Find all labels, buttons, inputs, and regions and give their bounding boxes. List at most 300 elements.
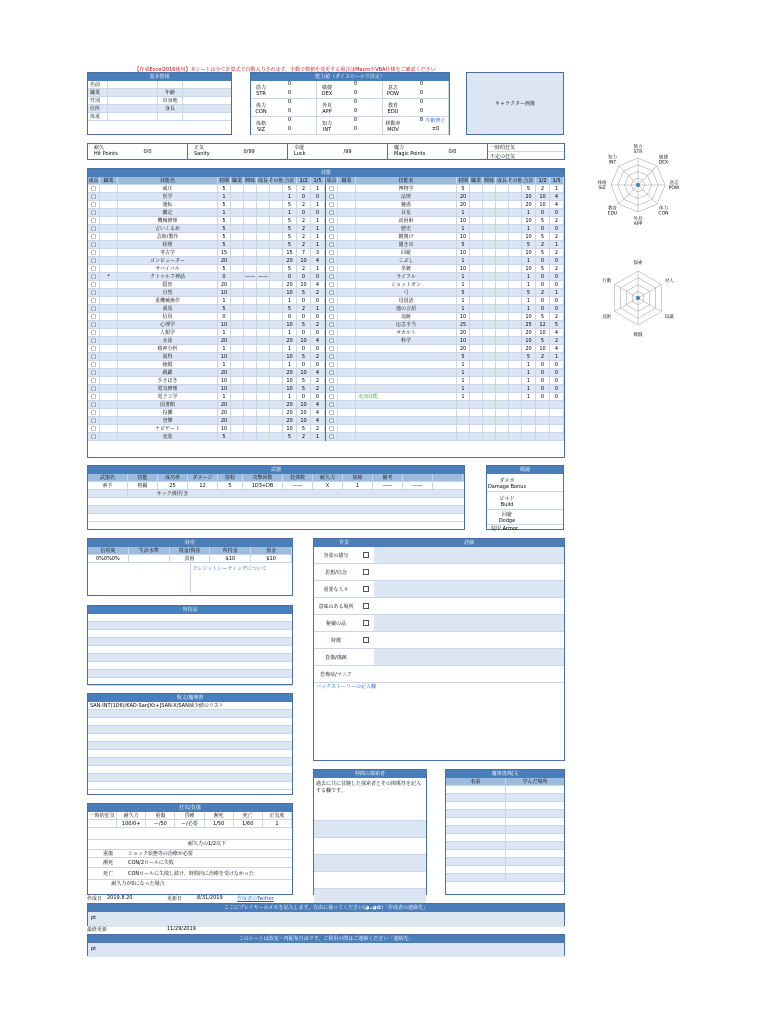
memo-line-2[interactable]: pt	[88, 943, 564, 957]
spell-row[interactable]	[88, 774, 292, 782]
skill-grow-checkbox[interactable]: □	[326, 337, 338, 344]
skill-value[interactable]	[470, 401, 483, 408]
companion-row[interactable]	[314, 855, 426, 872]
skill-grow-checkbox[interactable]: □	[88, 393, 100, 400]
skill-value[interactable]	[257, 185, 270, 192]
mp-value[interactable]: 0/0	[448, 148, 457, 155]
skill-value[interactable]	[270, 433, 283, 440]
char-value[interactable]: 0	[419, 99, 423, 105]
companion-row[interactable]	[314, 821, 426, 838]
spell-row[interactable]	[88, 718, 292, 726]
char-value[interactable]: 0	[287, 99, 291, 105]
skill-value[interactable]	[496, 193, 509, 200]
finance-val[interactable]: 0%0%0%	[88, 555, 129, 562]
age-mod-value[interactable]: ±0	[431, 126, 440, 132]
skill-value[interactable]	[270, 385, 283, 392]
item-row[interactable]	[88, 646, 292, 654]
skill-value[interactable]	[244, 217, 257, 224]
credit-link[interactable]: クレジットレーティングについて	[192, 566, 267, 572]
skill-value[interactable]	[244, 281, 257, 288]
background-field[interactable]	[374, 581, 564, 597]
skill-value[interactable]	[244, 321, 257, 328]
skill-grow-checkbox[interactable]: □	[88, 329, 100, 336]
skill-value[interactable]	[270, 281, 283, 288]
basic-value[interactable]	[108, 89, 158, 96]
skill-value[interactable]	[483, 297, 496, 304]
weapon-row[interactable]	[88, 498, 464, 506]
skill-value[interactable]	[244, 241, 257, 248]
skill-grow-checkbox[interactable]: □	[88, 377, 100, 384]
item-row[interactable]	[88, 630, 292, 638]
char-value[interactable]: 0	[353, 117, 357, 123]
skill-value[interactable]	[231, 321, 244, 328]
skill-value[interactable]	[244, 329, 257, 336]
skill-value[interactable]	[470, 361, 483, 368]
background-checkbox[interactable]	[358, 615, 374, 631]
skill-value[interactable]	[231, 385, 244, 392]
skill-value[interactable]	[509, 361, 522, 368]
mythos-row[interactable]	[446, 794, 564, 802]
spell-row[interactable]	[88, 758, 292, 766]
skill-value[interactable]	[470, 305, 483, 312]
basic-value2[interactable]	[183, 81, 231, 88]
companion-row[interactable]	[314, 838, 426, 855]
skill-value[interactable]	[509, 321, 522, 328]
skill-value[interactable]	[496, 257, 509, 264]
skill-value[interactable]	[483, 409, 496, 416]
skill-grow-checkbox[interactable]: □	[326, 313, 338, 320]
damage-bonus-value[interactable]	[527, 474, 563, 491]
skill-grow-checkbox[interactable]: □	[88, 345, 100, 352]
skill-value[interactable]	[470, 425, 483, 432]
skill-value[interactable]	[509, 329, 522, 336]
skill-grow-checkbox[interactable]: □	[88, 425, 100, 432]
skill-value[interactable]	[509, 385, 522, 392]
skill-value[interactable]	[470, 337, 483, 344]
finance-note[interactable]	[88, 563, 191, 593]
skill-value[interactable]	[270, 305, 283, 312]
skill-value[interactable]	[270, 329, 283, 336]
skill-value[interactable]	[483, 377, 496, 384]
skill-value[interactable]	[231, 257, 244, 264]
basic-value2[interactable]	[183, 105, 231, 112]
skill-value[interactable]	[257, 217, 270, 224]
skill-value[interactable]	[496, 337, 509, 344]
skill-value[interactable]	[270, 257, 283, 264]
skill-value[interactable]	[257, 297, 270, 304]
skill-grow-checkbox[interactable]: □	[326, 193, 338, 200]
basic-value[interactable]	[108, 105, 158, 112]
skill-value[interactable]	[496, 297, 509, 304]
skill-value[interactable]	[244, 401, 257, 408]
skill-value[interactable]	[244, 233, 257, 240]
skill-value[interactable]	[270, 313, 283, 320]
background-field[interactable]	[374, 598, 564, 614]
skill-value[interactable]	[231, 425, 244, 432]
background-field[interactable]	[374, 564, 564, 580]
skill-value[interactable]	[231, 401, 244, 408]
skill-value[interactable]	[496, 201, 509, 208]
skill-value[interactable]	[257, 193, 270, 200]
skill-value[interactable]	[496, 433, 509, 440]
skill-value[interactable]	[483, 417, 496, 424]
skill-value[interactable]	[270, 337, 283, 344]
skill-value[interactable]	[470, 369, 483, 376]
skill-value[interactable]	[509, 377, 522, 384]
skill-value[interactable]	[496, 225, 509, 232]
skill-value[interactable]	[470, 249, 483, 256]
skill-value[interactable]	[244, 193, 257, 200]
skill-value[interactable]	[257, 305, 270, 312]
skill-value[interactable]	[231, 185, 244, 192]
mythos-row[interactable]	[446, 866, 564, 874]
mythos-row[interactable]	[446, 818, 564, 826]
basic-value2[interactable]	[183, 113, 231, 120]
skill-value[interactable]	[509, 401, 522, 408]
skill-value[interactable]	[496, 305, 509, 312]
basic-value2[interactable]	[183, 97, 231, 104]
skill-value[interactable]: ——	[245, 273, 255, 280]
skill-value[interactable]	[483, 209, 496, 216]
skill-value[interactable]	[509, 193, 522, 200]
skill-value[interactable]	[257, 433, 270, 440]
skill-grow-checkbox[interactable]: □	[326, 249, 338, 256]
skill-value[interactable]	[496, 241, 509, 248]
skill-value[interactable]	[483, 289, 496, 296]
skill-value[interactable]	[509, 273, 522, 280]
skill-value[interactable]	[509, 313, 522, 320]
skill-grow-checkbox[interactable]: □	[326, 425, 338, 432]
skill-value[interactable]	[483, 249, 496, 256]
skill-grow-checkbox[interactable]: □	[88, 225, 100, 232]
item-row[interactable]	[88, 654, 292, 662]
background-checkbox[interactable]	[358, 632, 374, 648]
skill-value[interactable]	[270, 225, 283, 232]
skill-grow-checkbox[interactable]: □	[88, 193, 100, 200]
weapon-row[interactable]	[88, 490, 464, 498]
skill-value[interactable]	[509, 409, 522, 416]
build-value[interactable]	[527, 492, 563, 509]
skill-value[interactable]	[244, 313, 257, 320]
skill-value[interactable]	[257, 281, 270, 288]
spell-row[interactable]	[88, 766, 292, 774]
char-value[interactable]: 0	[353, 99, 357, 105]
skill-value[interactable]	[483, 225, 496, 232]
item-row[interactable]	[88, 670, 292, 678]
skill-value[interactable]	[509, 369, 522, 376]
skill-value[interactable]	[270, 193, 283, 200]
skill-value[interactable]	[244, 433, 257, 440]
skill-grow-checkbox[interactable]: □	[88, 281, 100, 288]
background-field[interactable]	[374, 547, 564, 563]
background-checkbox[interactable]	[358, 547, 374, 563]
skill-value[interactable]	[509, 305, 522, 312]
skill-value[interactable]	[470, 289, 483, 296]
skill-value[interactable]	[244, 209, 257, 216]
weapon-row[interactable]	[88, 482, 464, 490]
skill-value[interactable]	[257, 225, 270, 232]
skill-value[interactable]	[509, 209, 522, 216]
skill-value[interactable]	[257, 377, 270, 384]
skill-grow-checkbox[interactable]: □	[88, 297, 100, 304]
skill-value[interactable]	[496, 273, 509, 280]
char-value[interactable]: 8	[419, 117, 423, 123]
skill-value[interactable]	[257, 409, 270, 416]
spell-row[interactable]	[88, 782, 292, 790]
companion-row[interactable]	[314, 804, 426, 821]
skill-value[interactable]	[470, 393, 483, 400]
skill-value[interactable]	[509, 289, 522, 296]
skill-value[interactable]	[483, 393, 496, 400]
skill-value[interactable]	[231, 337, 244, 344]
skill-value[interactable]	[257, 385, 270, 392]
skill-value[interactable]	[470, 353, 483, 360]
skill-value[interactable]	[470, 329, 483, 336]
skill-value[interactable]	[270, 321, 283, 328]
skill-value[interactable]	[270, 369, 283, 376]
spells-line[interactable]: SAN-INT(1D6)/KAD-San[Kt+]SAN-X/SAN減少値のリスト	[88, 702, 292, 710]
finance-val[interactable]	[129, 555, 170, 562]
skill-value[interactable]	[483, 265, 496, 272]
author-link[interactable]: 作成者のTwitter	[237, 896, 274, 902]
skill-value[interactable]	[231, 417, 244, 424]
skill-value[interactable]	[483, 193, 496, 200]
skill-value[interactable]	[496, 425, 509, 432]
skill-value[interactable]	[257, 417, 270, 424]
skill-grow-checkbox[interactable]: □	[326, 409, 338, 416]
skill-grow-checkbox[interactable]: □	[326, 233, 338, 240]
skill-grow-checkbox[interactable]: □	[88, 249, 100, 256]
skill-value[interactable]	[509, 233, 522, 240]
skill-value[interactable]	[483, 273, 496, 280]
spell-row[interactable]	[88, 742, 292, 750]
item-row[interactable]	[88, 678, 292, 686]
skill-value[interactable]	[270, 249, 283, 256]
skill-grow-checkbox[interactable]: □	[326, 201, 338, 208]
skill-value[interactable]	[509, 353, 522, 360]
skill-value[interactable]	[470, 193, 483, 200]
char-value[interactable]: 0	[287, 117, 291, 123]
skill-value[interactable]	[470, 257, 483, 264]
skill-value[interactable]	[257, 369, 270, 376]
background-checkbox[interactable]	[358, 598, 374, 614]
skill-value[interactable]	[496, 409, 509, 416]
skill-grow-checkbox[interactable]: □	[88, 185, 100, 192]
skill-value[interactable]	[231, 313, 244, 320]
skill-value[interactable]	[244, 361, 257, 368]
skill-value[interactable]	[231, 393, 244, 400]
skill-value[interactable]	[470, 281, 483, 288]
skill-value[interactable]	[509, 337, 522, 344]
skill-value[interactable]	[496, 353, 509, 360]
background-field[interactable]	[374, 615, 564, 631]
skill-value[interactable]	[270, 345, 283, 352]
skill-value[interactable]	[496, 329, 509, 336]
skill-value[interactable]	[496, 209, 509, 216]
skill-value[interactable]	[483, 201, 496, 208]
skill-grow-checkbox[interactable]: □	[326, 265, 338, 272]
skill-value[interactable]	[470, 313, 483, 320]
char-value[interactable]: 0	[287, 81, 291, 87]
skill-value[interactable]	[231, 433, 244, 440]
skill-value[interactable]	[270, 217, 283, 224]
skill-value[interactable]	[509, 425, 522, 432]
skill-value[interactable]	[496, 369, 509, 376]
skill-value[interactable]	[270, 273, 283, 280]
skill-value[interactable]	[231, 249, 244, 256]
skill-value[interactable]	[509, 345, 522, 352]
spell-row[interactable]	[88, 734, 292, 742]
skill-value[interactable]	[244, 297, 257, 304]
skill-value[interactable]	[509, 241, 522, 248]
skill-value[interactable]	[231, 361, 244, 368]
skill-value[interactable]	[483, 321, 496, 328]
skill-value[interactable]	[270, 233, 283, 240]
weapon-row[interactable]	[88, 514, 464, 522]
mythos-row[interactable]	[446, 858, 564, 866]
skill-value[interactable]	[257, 401, 270, 408]
spell-row[interactable]	[88, 726, 292, 734]
skill-value[interactable]	[470, 225, 483, 232]
basic-value[interactable]	[108, 81, 158, 88]
skill-value[interactable]	[270, 425, 283, 432]
skill-value[interactable]	[270, 353, 283, 360]
skill-value[interactable]	[257, 265, 270, 272]
skill-value[interactable]	[509, 249, 522, 256]
skill-value[interactable]	[509, 393, 522, 400]
skill-value[interactable]	[231, 345, 244, 352]
mythos-row[interactable]	[446, 826, 564, 834]
skill-grow-checkbox[interactable]: □	[88, 257, 100, 264]
mythos-row[interactable]	[446, 842, 564, 850]
skill-value[interactable]	[257, 353, 270, 360]
skill-value[interactable]	[509, 225, 522, 232]
finance-val[interactable]: 貧困	[170, 555, 211, 562]
skill-grow-checkbox[interactable]: □	[326, 257, 338, 264]
skill-value[interactable]	[483, 425, 496, 432]
skill-value[interactable]	[244, 289, 257, 296]
skill-value[interactable]	[509, 217, 522, 224]
skill-value[interactable]	[231, 289, 244, 296]
skill-value[interactable]	[257, 337, 270, 344]
skill-value[interactable]	[509, 185, 522, 192]
skill-value[interactable]	[270, 409, 283, 416]
skill-value[interactable]	[231, 241, 244, 248]
skill-value[interactable]	[509, 257, 522, 264]
skill-value[interactable]	[496, 249, 509, 256]
skill-value[interactable]	[470, 377, 483, 384]
skill-value[interactable]	[244, 265, 257, 272]
skill-value[interactable]	[496, 233, 509, 240]
skill-value[interactable]	[231, 353, 244, 360]
skill-grow-checkbox[interactable]: □	[326, 369, 338, 376]
skill-value[interactable]	[257, 313, 270, 320]
skill-value[interactable]	[231, 369, 244, 376]
skill-value[interactable]	[496, 361, 509, 368]
finance-val[interactable]: $10	[251, 555, 292, 562]
skill-grow-checkbox[interactable]: □	[88, 409, 100, 416]
skill-value[interactable]	[470, 241, 483, 248]
skill-value[interactable]	[483, 401, 496, 408]
skill-value[interactable]	[231, 281, 244, 288]
spell-row[interactable]	[88, 710, 292, 718]
skill-value[interactable]	[496, 313, 509, 320]
skill-value[interactable]	[483, 257, 496, 264]
skill-grow-checkbox[interactable]: □	[326, 273, 338, 280]
skill-value[interactable]	[231, 409, 244, 416]
skill-value[interactable]	[244, 385, 257, 392]
skill-value[interactable]	[257, 289, 270, 296]
hp-value[interactable]: 0/0	[143, 148, 152, 155]
skill-grow-checkbox[interactable]: □	[326, 209, 338, 216]
skill-grow-checkbox[interactable]: □	[88, 385, 100, 392]
skill-grow-checkbox[interactable]: □	[326, 329, 338, 336]
skill-value[interactable]	[483, 369, 496, 376]
skill-value[interactable]	[270, 185, 283, 192]
skill-value[interactable]	[270, 393, 283, 400]
skill-value[interactable]	[483, 433, 496, 440]
skill-value[interactable]	[509, 433, 522, 440]
skill-grow-checkbox[interactable]: □	[326, 305, 338, 312]
skill-value[interactable]	[483, 329, 496, 336]
skill-value[interactable]	[483, 241, 496, 248]
skill-grow-checkbox[interactable]: □	[88, 209, 100, 216]
skill-value[interactable]	[231, 377, 244, 384]
skill-grow-checkbox[interactable]: □	[88, 361, 100, 368]
skill-value[interactable]	[270, 401, 283, 408]
skill-grow-checkbox[interactable]: □	[88, 313, 100, 320]
skill-value[interactable]	[257, 201, 270, 208]
skill-grow-checkbox[interactable]: □	[326, 241, 338, 248]
skill-grow-checkbox[interactable]: □	[326, 281, 338, 288]
skill-value[interactable]	[483, 345, 496, 352]
skill-value[interactable]	[483, 281, 496, 288]
basic-value[interactable]	[108, 97, 158, 104]
skill-grow-checkbox[interactable]: □	[326, 225, 338, 232]
skill-value[interactable]	[270, 417, 283, 424]
char-value[interactable]: 0	[353, 81, 357, 87]
skill-value[interactable]	[257, 321, 270, 328]
skill-value[interactable]	[244, 337, 257, 344]
skill-grow-checkbox[interactable]: □	[326, 217, 338, 224]
skill-value[interactable]	[483, 217, 496, 224]
skill-value[interactable]	[470, 209, 483, 216]
mythos-row[interactable]	[446, 786, 564, 794]
skill-value[interactable]	[509, 297, 522, 304]
skill-grow-checkbox[interactable]: □	[326, 361, 338, 368]
skill-value[interactable]	[470, 345, 483, 352]
skill-grow-checkbox[interactable]: □	[326, 393, 338, 400]
skill-value[interactable]	[244, 417, 257, 424]
skill-grow-checkbox[interactable]: □	[88, 273, 100, 280]
skill-value[interactable]	[244, 409, 257, 416]
skill-value[interactable]	[231, 217, 244, 224]
skill-value[interactable]	[231, 209, 244, 216]
skill-value[interactable]	[483, 305, 496, 312]
skill-value[interactable]	[244, 369, 257, 376]
skill-value[interactable]	[257, 249, 270, 256]
background-checkbox[interactable]	[358, 581, 374, 597]
item-row[interactable]	[88, 622, 292, 630]
skill-value[interactable]	[470, 273, 483, 280]
skill-value[interactable]	[257, 329, 270, 336]
skill-value[interactable]	[496, 217, 509, 224]
skill-value[interactable]	[231, 265, 244, 272]
char-value[interactable]: 0	[419, 81, 423, 87]
skill-grow-checkbox[interactable]: □	[326, 289, 338, 296]
spell-row[interactable]	[88, 750, 292, 758]
mythos-row[interactable]	[446, 874, 564, 882]
